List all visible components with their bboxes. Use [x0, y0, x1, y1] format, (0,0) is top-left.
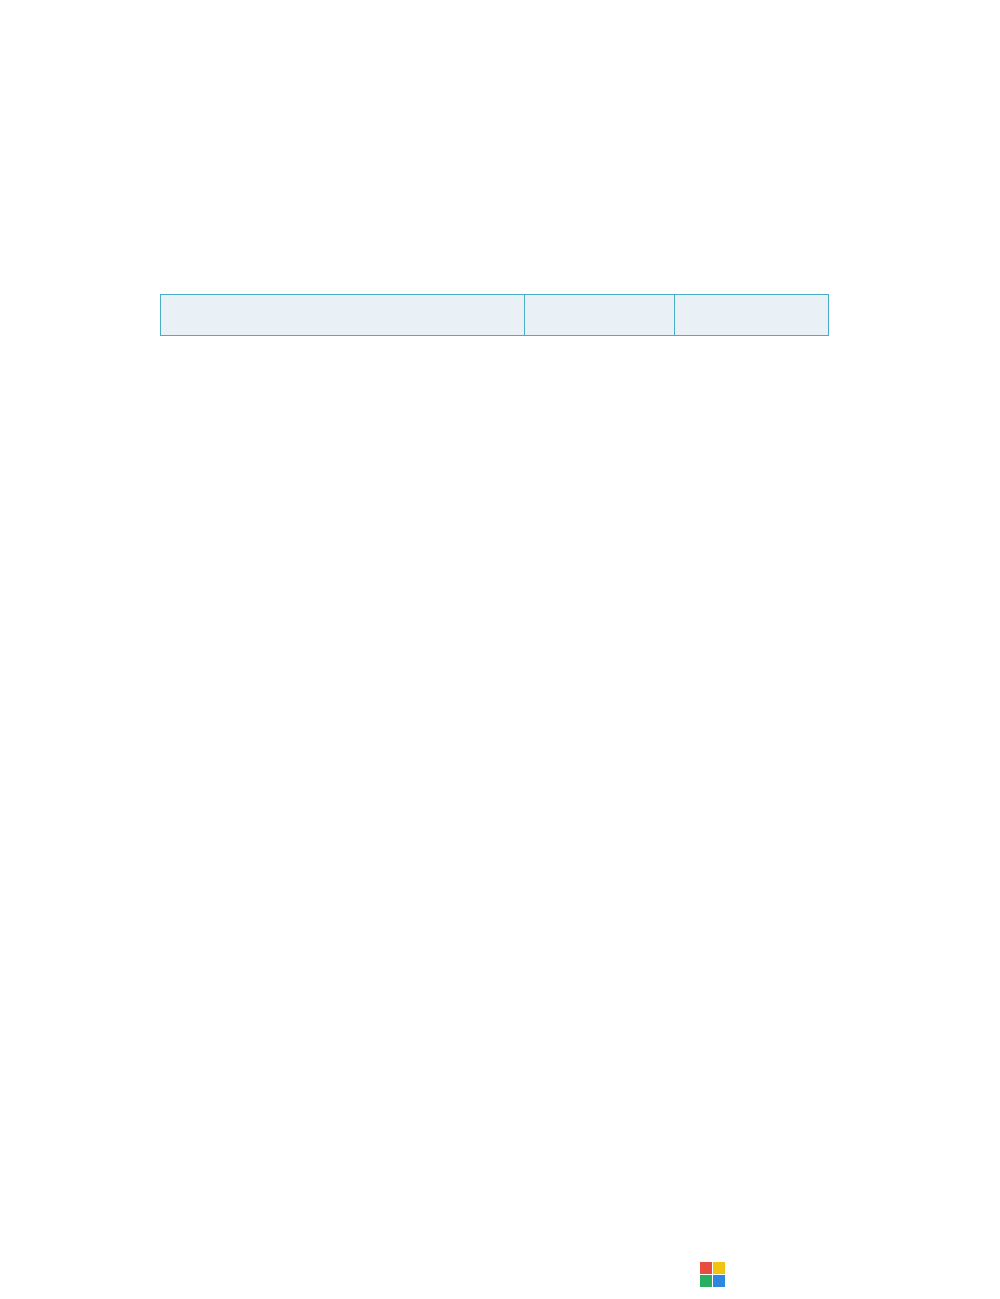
header-cuantitativa: [525, 295, 675, 336]
header-variable: [161, 295, 525, 336]
table-header-row: [161, 295, 829, 336]
header-cualitativa: [675, 295, 829, 336]
liveworksheets-logo[interactable]: [700, 1262, 729, 1287]
liveworksheets-mark-icon: [700, 1262, 725, 1287]
classification-table: [160, 294, 829, 336]
